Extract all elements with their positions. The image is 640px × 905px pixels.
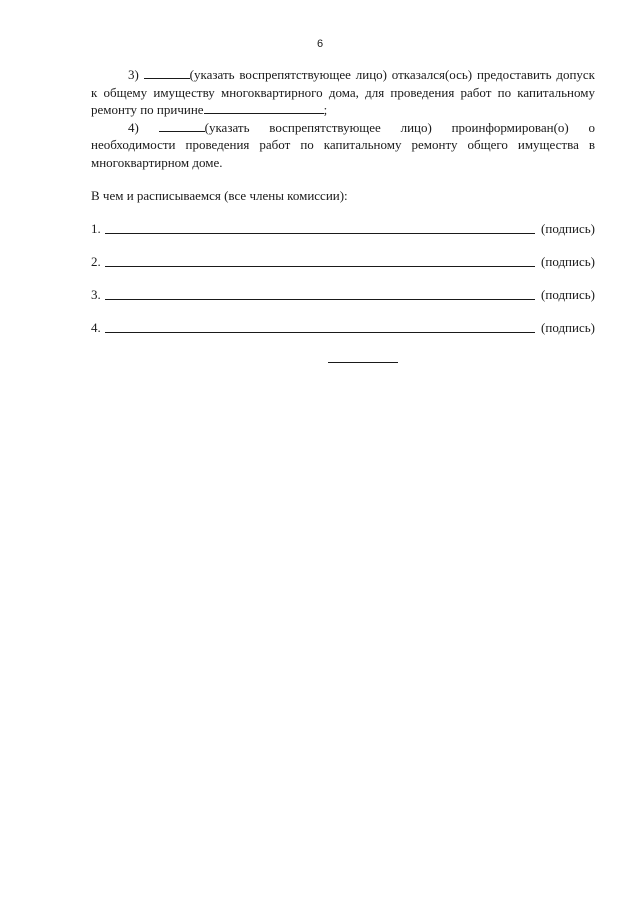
signature-row bbox=[91, 317, 595, 337]
commission-statement: В чем и расписываемся (все члены комиссии): bbox=[91, 188, 348, 203]
blank-field-obstructing-person bbox=[144, 66, 190, 79]
signature-list bbox=[91, 218, 595, 337]
item-3-number: 3) bbox=[128, 67, 139, 82]
signature-line bbox=[105, 331, 535, 333]
item-3-end: ; bbox=[323, 102, 328, 117]
signature-label: (подпись) bbox=[541, 221, 595, 236]
blank-field-obstructing-person bbox=[159, 119, 205, 132]
paragraph-item-4 bbox=[91, 119, 595, 172]
signature-number: 1. bbox=[91, 221, 101, 236]
signature-label: (подпись) bbox=[541, 287, 595, 302]
signature-number: 3. bbox=[91, 287, 101, 302]
signature-row bbox=[91, 251, 595, 271]
signature-line bbox=[105, 265, 535, 267]
signature-row bbox=[91, 218, 595, 238]
signature-number: 2. bbox=[91, 254, 101, 269]
signature-label: (подпись) bbox=[541, 320, 595, 335]
signature-line bbox=[105, 298, 535, 300]
blank-field-reason bbox=[204, 101, 324, 114]
signature-number: 4. bbox=[91, 320, 101, 335]
signature-line bbox=[105, 232, 535, 234]
item-4-text: (указать воспрепятствующее лицо) проинформирован(о) о необходимости проведения работ по капитальному ремонту общего имущества в многоквартирном доме. bbox=[91, 119, 595, 170]
item-3-text: (указать воспрепятствующее лицо) отказался(ось) предоставить допуск к общему имуществу многоквартирного дома, для проведения работ по капитальному ремонту по причине bbox=[91, 67, 596, 117]
page-number: 6 bbox=[316, 38, 324, 50]
item-4-number: 4) bbox=[128, 119, 139, 135]
end-of-document-line bbox=[328, 362, 398, 363]
signature-label: (подпись) bbox=[541, 254, 595, 269]
document-body bbox=[91, 66, 595, 350]
paragraph-item-3 bbox=[91, 66, 595, 119]
signature-row bbox=[91, 284, 595, 304]
